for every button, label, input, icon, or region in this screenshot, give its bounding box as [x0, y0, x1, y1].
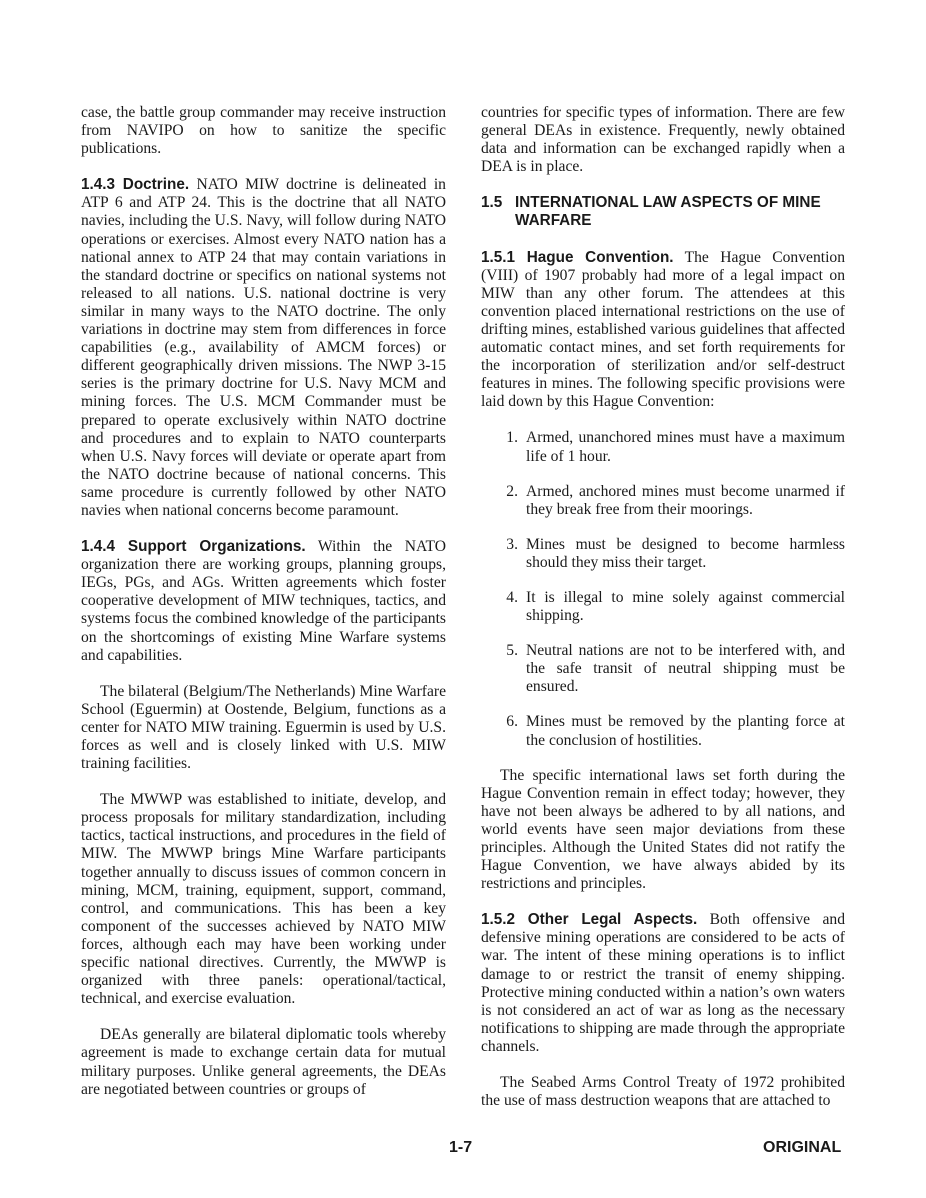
list-item [481, 642, 845, 696]
list-item-number: 3. [506, 535, 518, 553]
paragraph-mwwp: The MWWP was established to initiate, develop, and process proposals for military standardization, including tactics, tactical instructions, and procedures in the field of MIW. The MWWP brings Mine Warfare participants together annually to discuss issues of common concern in mining, MCM, training, equipment, support, command, control, and communications. This has been a key component of the successes achieved by NATO MIW forces, although each may have been working under specific national directives. Currently, the MWWP is organized with three panels: operational/tactical, technical, and exercise evaluation. [81, 791, 446, 1008]
list-item-text: Armed, unanchored mines must have a maximum life of 1 hour. [526, 429, 845, 465]
section-title-text: INTERNATIONAL LAW ASPECTS OF MINE WARFARE [515, 194, 821, 230]
section-1-5-2 [481, 911, 845, 1056]
list-item-number: 6. [506, 713, 518, 731]
provisions-list [481, 429, 845, 749]
list-item [481, 483, 845, 519]
paragraph-hague-specific: The specific international laws set forth during the Hague Convention remain in effect today; however, they have not been always be adhered to by all nations, and world events have seen major deviations from these principles. Although the United States did not ratify the Hague Convention, we have always abided by its restrictions and principles. [481, 766, 845, 893]
list-item [481, 713, 845, 749]
section-number: 1.5 [481, 194, 503, 212]
left-column [81, 104, 446, 1099]
section-heading-doctrine: 1.4.3 Doctrine. [81, 176, 190, 194]
paragraph-deas-continued: countries for specific types of information. There are few general DEAs in existence. Frequently, newly obtained data and information can be exchanged rapidly when a DEA is in place. [481, 104, 845, 176]
list-item-number: 5. [506, 642, 518, 660]
section-text-other-legal-aspects: Both offensive and defensive mining operations are considered to be acts of war. The intent of these mining operations is to inflict damage to or restrict the transit of enemy shipping. Protective mining conducted within a nation’s own waters is not considered an act of war as long as the necessary notifications to shipping are made through the appropriate channels. [481, 911, 845, 1055]
section-heading-support-organizations: 1.4.4 Support Organizations. [81, 538, 306, 556]
section-text-hague-convention: The Hague Convention (VIII) of 1907 probably had more of a legal impact on MIW than any other forum. The attendees at this convention placed international restrictions on the use of drifting mines, established various guidelines that affected automatic contact mines, and set forth requirements for the incorporation of sterilization and/or self-destruct features in mines. The following specific provisions were laid down by this Hague Convention: [481, 248, 846, 411]
right-column [481, 104, 845, 1110]
list-item-text: Armed, anchored mines must become unarmed if they break free from their moorings. [526, 482, 845, 518]
page-number: 1-7 [449, 1139, 473, 1156]
section-1-5-1 [481, 249, 845, 412]
list-item-text: It is illegal to mine solely against commercial shipping. [526, 588, 845, 625]
section-title-1-5 [481, 194, 845, 230]
section-1-4-3 [81, 176, 446, 520]
paragraph-seabed-treaty: The Seabed Arms Control Treaty of 1972 prohibited the use of mass destruction weapons that are attached to [481, 1074, 845, 1110]
section-1-4-4 [81, 538, 446, 665]
list-item-number: 2. [506, 482, 518, 500]
paragraph-deas: DEAs generally are bilateral diplomatic tools whereby agreement is made to exchange certain data for mutual military purposes. Unlike general agreements, the DEAs are negotiated between countries or groups of [81, 1026, 446, 1098]
section-text-doctrine: NATO MIW doctrine is delineated in ATP 6 and ATP 24. This is the doctrine that all NATO navies, including the U.S. Navy, will follow during NATO operations or exercises. Almost every NATO nation has a national annex to ATP 24 that may contain variations in the standard doctrine or specifics on national systems not released to all nations. U.S. national doctrine is very similar in many ways to the NATO doctrine. The only variations in doctrine may stem from differences in force capabilities (e.g., availability of AMCM forces) or different geographically driven missions. The NWP 3-15 series is the primary doctrine for U.S. Navy MCM and mining forces. The U.S. MCM Commander must be prepared to operate exclusively within NATO doctrine and procedures and to explain to NATO counterparts when U.S. Navy forces will deviate or operate apart from the NATO doctrine because of national concerns. This same procedure is currently followed by other NATO navies when national concerns become paramount. [81, 176, 446, 519]
paragraph-eguermin: The bilateral (Belgium/The Netherlands) Mine Warfare School (Eguermin) at Oostende, Belgium, functions as a center for NATO MIW training. Eguermin is used by U.S. forces as well and is closely linked with U.S. MIW training facilities. [81, 682, 446, 773]
list-item-text: Mines must be removed by the planting force at the conclusion of hostilities. [526, 713, 845, 749]
document-status: ORIGINAL [763, 1139, 842, 1156]
section-heading-other-legal-aspects: 1.5.2 Other Legal Aspects. [481, 911, 698, 929]
section-text-support-organizations: Within the NATO organization there are working groups, planning groups, IEGs, PGs, and AGs. Written agreements which foster cooperative development of MIW techniques, tactics, and systems focus the combined knowledge of the participants on the shortcomings of existing Mine Warfare systems and capabilities. [81, 538, 446, 664]
list-item [481, 429, 845, 465]
list-item [481, 536, 845, 572]
list-item-text: Neutral nations are not to be interfered with, and the safe transit of neutral shipping must be ensured. [526, 642, 845, 696]
list-item-number: 4. [506, 588, 518, 606]
section-heading-hague-convention: 1.5.1 Hague Convention. [481, 248, 674, 266]
list-item-number: 1. [506, 429, 518, 447]
paragraph-sanitize: case, the battle group commander may receive instruction from NAVIPO on how to sanitize the specific publications. [81, 104, 446, 158]
list-item-text: Mines must be designed to become harmless should they miss their target. [526, 535, 845, 571]
list-item [481, 589, 845, 625]
